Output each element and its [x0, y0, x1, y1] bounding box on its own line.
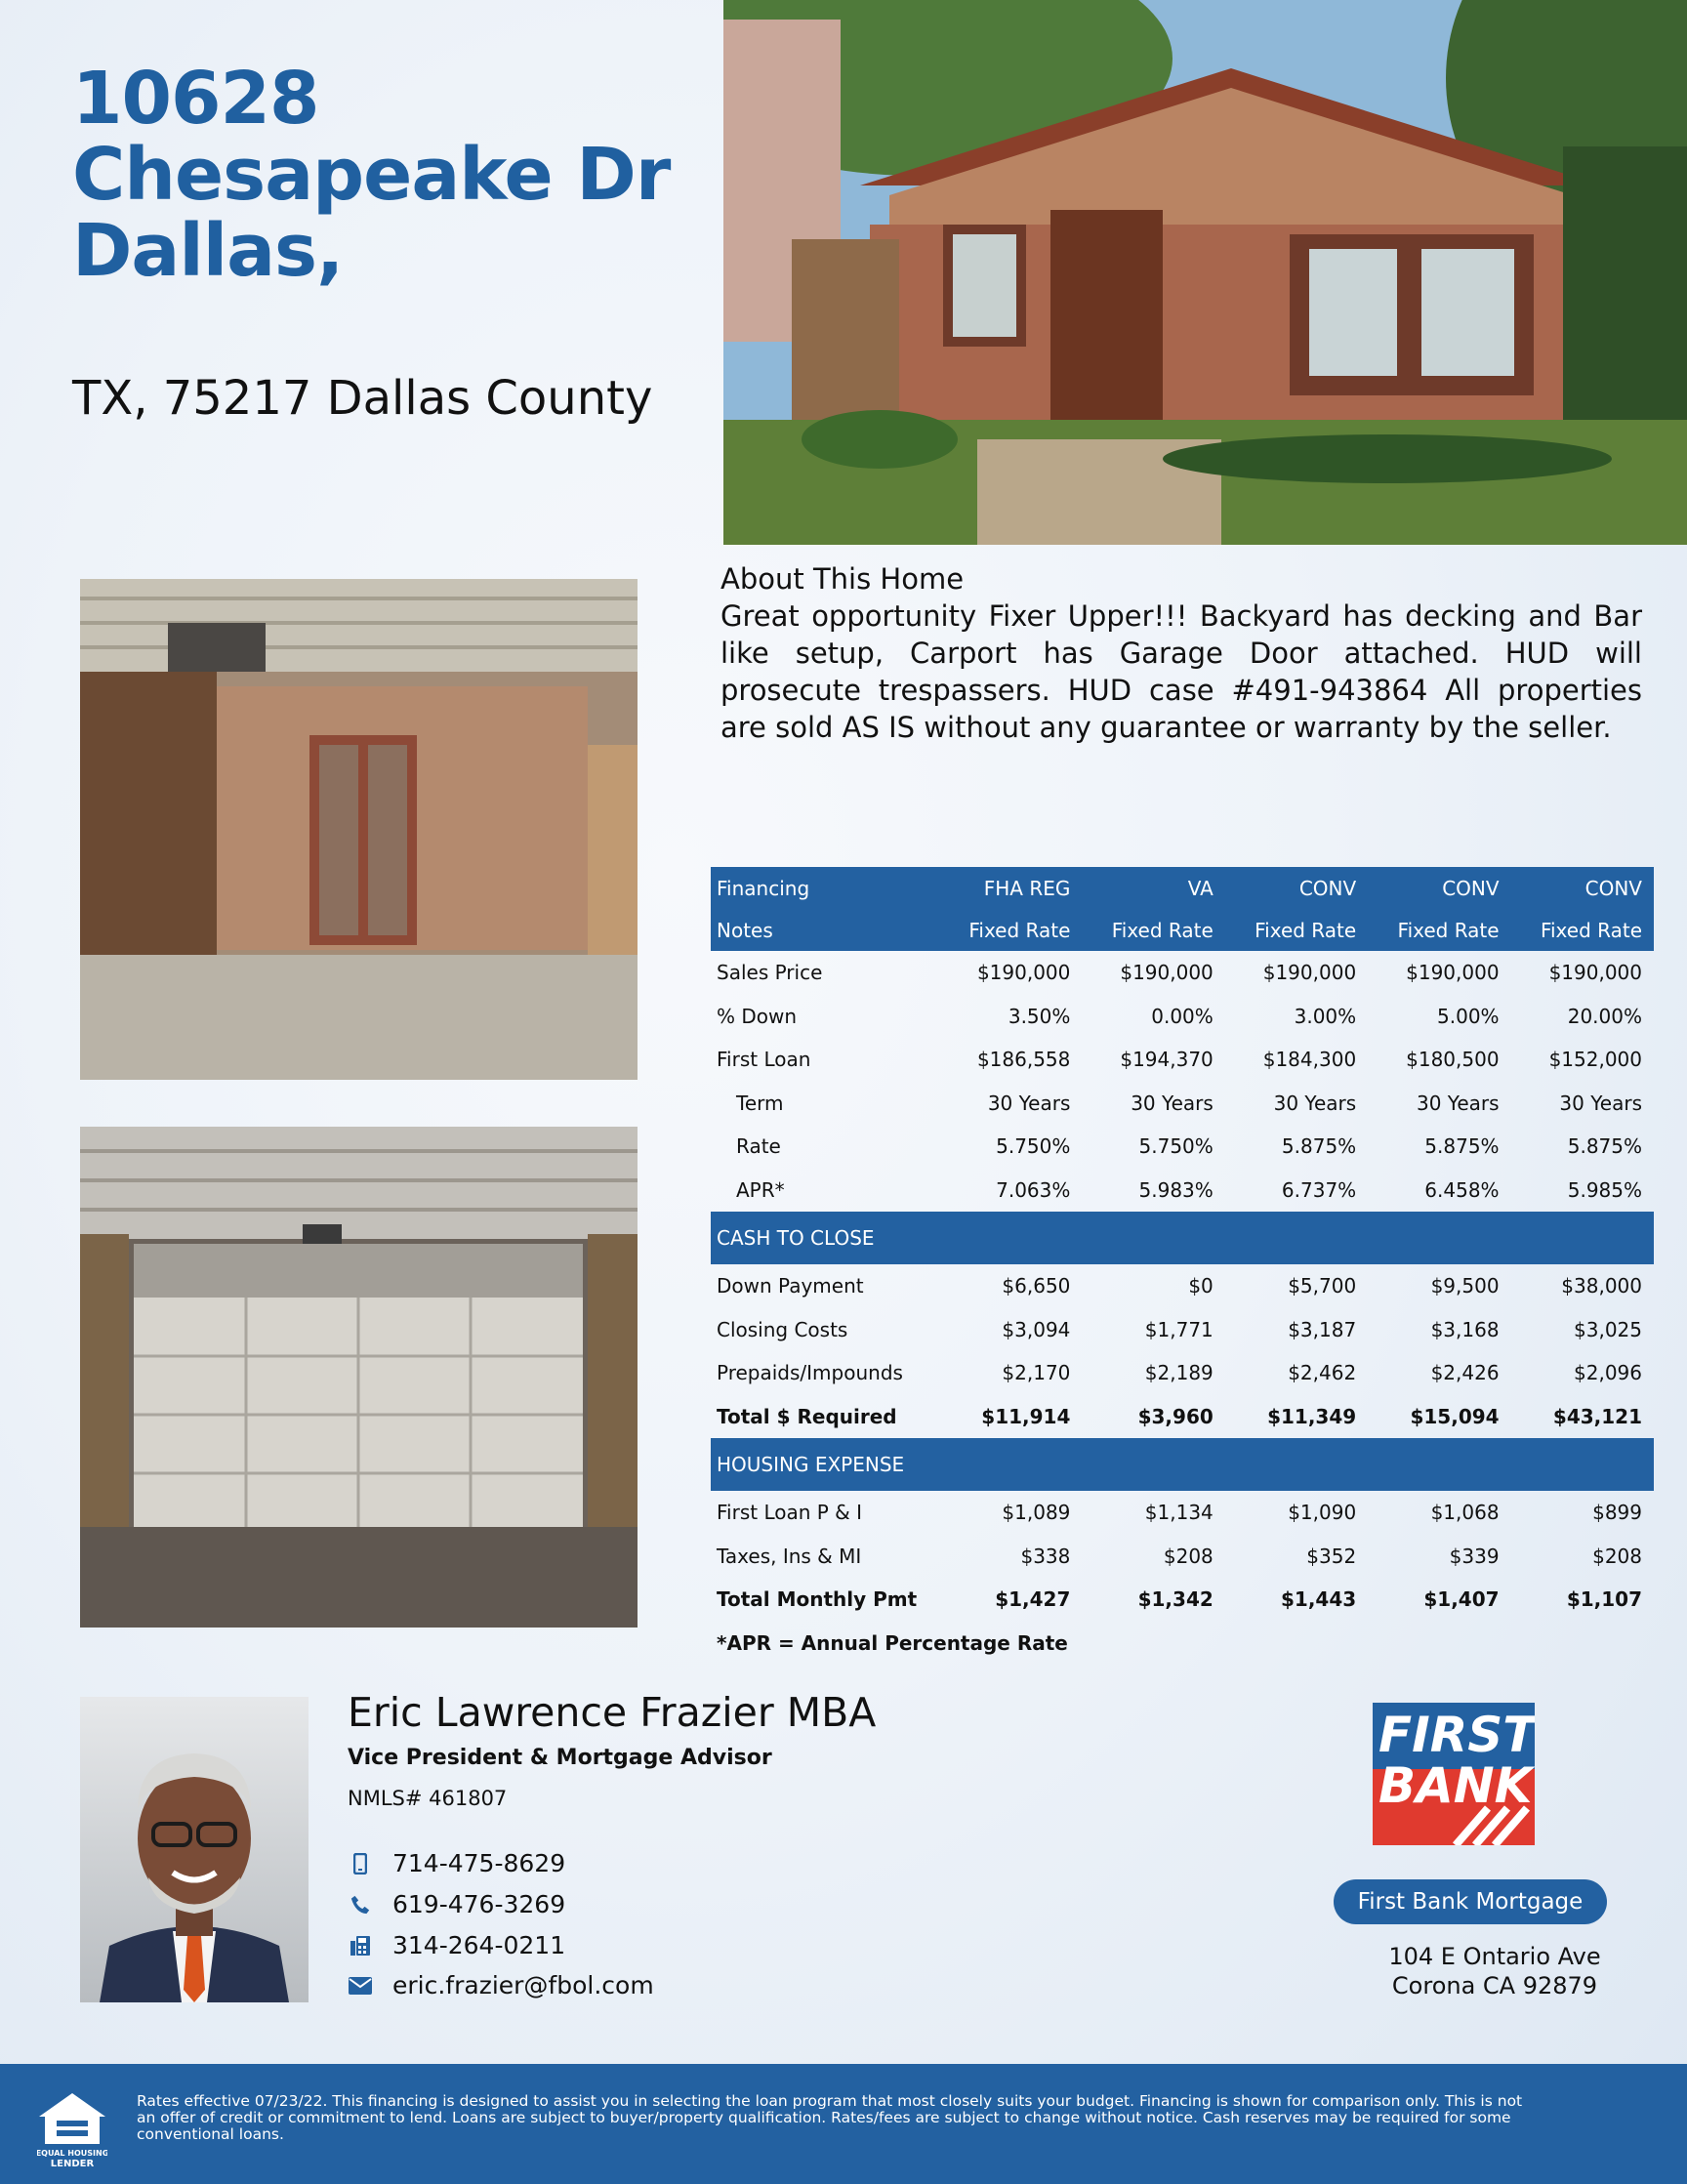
column-header: Fixed Rate [1511, 909, 1654, 951]
column-header: CONV [1225, 867, 1368, 909]
property-address-title: 10628 Chesapeake Dr Dallas, [72, 57, 671, 293]
table-cell: 5.750% [996, 1134, 1071, 1159]
row-label: Term [736, 1091, 784, 1115]
agent-name: Eric Lawrence Frazier MBA [348, 1689, 877, 1736]
column-header: Fixed Rate [1082, 909, 1224, 951]
table-row [711, 1038, 1654, 1082]
row-label: Taxes, Ins & MI [717, 1544, 862, 1568]
table-cell: $190,000 [1406, 961, 1500, 985]
table-cell: $15,094 [1410, 1404, 1500, 1428]
table-cell: $3,187 [1288, 1317, 1357, 1341]
table-cell: $3,168 [1430, 1317, 1500, 1341]
table-cell: 3.00% [1294, 1004, 1357, 1028]
table-cell: $152,000 [1548, 1048, 1642, 1072]
row-label: Rate [736, 1134, 781, 1159]
eho-label-2: LENDER [50, 2159, 95, 2167]
table-cell: $208 [1163, 1544, 1214, 1568]
bank-address-line-2: Corona CA 92879 [1391, 1972, 1598, 1999]
agent-mobile-number: 714-475-8629 [392, 1849, 566, 1877]
table-cell: 5.983% [1138, 1177, 1214, 1202]
agent-email[interactable] [348, 1971, 654, 1999]
table-cell: $1,771 [1144, 1317, 1214, 1341]
table-cell: $11,914 [981, 1404, 1071, 1428]
table-cell: $11,349 [1267, 1404, 1357, 1428]
agent-email-address: eric.frazier@fbol.com [392, 1971, 654, 1999]
table-cell: $180,500 [1406, 1048, 1500, 1072]
table-cell: 5.875% [1281, 1134, 1357, 1159]
table-cell: $1,089 [1002, 1501, 1071, 1525]
table-cell: 6.737% [1281, 1177, 1357, 1202]
table-row [711, 951, 1654, 995]
table-cell: $338 [1020, 1544, 1071, 1568]
bank-name-badge[interactable]: First Bank Mortgage [1334, 1879, 1607, 1924]
table-cell: $0 [1188, 1274, 1214, 1298]
row-label: Down Payment [717, 1274, 864, 1298]
table-cell: 7.063% [996, 1177, 1071, 1202]
carport-photo [80, 579, 638, 1080]
table-cell: $1,342 [1137, 1587, 1214, 1612]
property-city-subtitle: TX, 75217 Dallas County [72, 371, 653, 426]
logo-line-1: FIRST [1378, 1707, 1535, 1763]
column-header: Financing [711, 867, 939, 909]
table-cell: $2,426 [1430, 1361, 1500, 1385]
table-cell: $3,960 [1137, 1404, 1214, 1428]
table-cell: $190,000 [976, 961, 1071, 985]
house-front-photo [723, 0, 1687, 545]
agent-phone[interactable] [348, 1890, 565, 1918]
table-row [711, 1395, 1654, 1439]
row-label: % Down [717, 1004, 798, 1028]
table-cell: 30 Years [1273, 1091, 1357, 1115]
table-cell: $5,700 [1288, 1274, 1357, 1298]
table-cell: $1,443 [1280, 1587, 1357, 1612]
agent-phone-number: 619-476-3269 [392, 1890, 566, 1918]
agent-nmls: NMLS# 461807 [348, 1787, 508, 1810]
housing-expense-heading: HOUSING EXPENSE [711, 1438, 1654, 1491]
mobile-phone-icon [348, 1851, 373, 1876]
row-label: Total $ Required [717, 1404, 897, 1428]
equal-housing-lender-logo [37, 2091, 107, 2167]
table-cell: $186,558 [976, 1048, 1071, 1072]
about-description: Great opportunity Fixer Upper!!! Backyard has decking and Bar like setup, Carport has Garage Door attached. HUD will prosecute trespassers. HUD case #491-943864 All properties are sold AS IS without any guarantee or warranty by the seller. [720, 599, 1642, 744]
table-cell: 30 Years [987, 1091, 1071, 1115]
agent-fax[interactable] [348, 1931, 565, 1959]
agent-fax-number: 314-264-0211 [392, 1931, 566, 1959]
table-row [711, 1125, 1654, 1169]
table-row [711, 1351, 1654, 1395]
table-row [711, 1082, 1654, 1126]
table-header-row [711, 909, 1654, 951]
column-header: FHA REG [939, 867, 1082, 909]
column-header: Fixed Rate [1225, 909, 1368, 951]
table-row [711, 1578, 1654, 1622]
garage-door-photo [80, 1127, 638, 1628]
table-cell: $3,094 [1002, 1317, 1071, 1341]
agent-headshot [80, 1697, 309, 2002]
table-cell: 0.00% [1151, 1004, 1214, 1028]
financing-table [711, 867, 1654, 1655]
table-cell: $184,300 [1262, 1048, 1357, 1072]
table-cell: 30 Years [1416, 1091, 1500, 1115]
eho-label-1: EQUAL HOUSING [37, 2149, 107, 2158]
table-cell: 3.50% [1008, 1004, 1071, 1028]
column-header: Fixed Rate [939, 909, 1082, 951]
row-label: Total Monthly Pmt [717, 1587, 918, 1612]
table-row [711, 1491, 1654, 1535]
rates-disclaimer: Rates effective 07/23/22. This financing is designed to assist you in selecting the loan program that most closely suits your budget. Financing is shown for comparison only. This is not an offer of credit or commitment to lend. Loans are subject to buyer/property qualification. Rates/fees are subject to change without notice. Cash reserves may be required for some conventional loans. [137, 2092, 1523, 2143]
table-cell: $194,370 [1120, 1048, 1214, 1072]
table-cell: $2,096 [1574, 1361, 1642, 1385]
table-cell: $1,090 [1288, 1501, 1357, 1525]
table-cell: 5.985% [1567, 1177, 1642, 1202]
fax-icon [348, 1933, 373, 1958]
table-cell: $1,068 [1430, 1501, 1500, 1525]
table-row [711, 1169, 1654, 1213]
table-cell: $352 [1306, 1544, 1357, 1568]
table-cell: 5.875% [1567, 1134, 1642, 1159]
row-label: Sales Price [717, 961, 823, 985]
row-label: Closing Costs [717, 1317, 848, 1341]
table-cell: $43,121 [1552, 1404, 1642, 1428]
table-cell: $2,462 [1288, 1361, 1357, 1385]
table-cell: $1,427 [995, 1587, 1071, 1612]
table-row [711, 1264, 1654, 1308]
column-header: Fixed Rate [1368, 909, 1510, 951]
first-bank-logo [1373, 1703, 1535, 1845]
table-cell: $2,189 [1144, 1361, 1214, 1385]
row-label: APR* [736, 1177, 785, 1202]
table-cell: 5.750% [1138, 1134, 1214, 1159]
column-header: CONV [1368, 867, 1510, 909]
table-cell: $1,134 [1144, 1501, 1214, 1525]
row-label: Prepaids/Impounds [717, 1361, 903, 1385]
table-cell: $208 [1592, 1544, 1642, 1568]
table-cell: 20.00% [1567, 1004, 1642, 1028]
table-cell: 30 Years [1559, 1091, 1642, 1115]
apr-footnote: *APR = Annual Percentage Rate [717, 1630, 1068, 1655]
column-header: VA [1082, 867, 1224, 909]
table-cell: $38,000 [1561, 1274, 1642, 1298]
table-cell: $3,025 [1574, 1317, 1642, 1341]
table-cell: 5.875% [1424, 1134, 1500, 1159]
logo-line-2: BANK [1378, 1757, 1533, 1814]
table-cell: $190,000 [1262, 961, 1357, 985]
row-label: First Loan P & I [717, 1501, 863, 1525]
about-heading: About This Home [720, 562, 965, 596]
table-row [711, 1308, 1654, 1352]
table-header-row [711, 867, 1654, 909]
table-cell: $190,000 [1120, 961, 1214, 985]
footer-bar [0, 2064, 1687, 2184]
table-cell: $2,170 [1002, 1361, 1071, 1385]
column-header: Notes [711, 909, 939, 951]
table-cell: $9,500 [1430, 1274, 1500, 1298]
table-cell: $1,407 [1423, 1587, 1500, 1612]
table-cell: $899 [1592, 1501, 1642, 1525]
table-row [711, 995, 1654, 1039]
table-cell: 6.458% [1424, 1177, 1500, 1202]
table-row [711, 1535, 1654, 1579]
about-section [720, 560, 1642, 746]
phone-icon [348, 1892, 373, 1917]
table-cell: $339 [1449, 1544, 1500, 1568]
table-cell: $1,107 [1566, 1587, 1642, 1612]
table-cell: $190,000 [1548, 961, 1642, 985]
envelope-icon [348, 1973, 373, 1999]
cash-to-close-heading: CASH TO CLOSE [711, 1212, 1654, 1264]
agent-mobile[interactable] [348, 1849, 565, 1877]
agent-title: Vice President & Mortgage Advisor [348, 1746, 772, 1770]
table-cell: 5.00% [1437, 1004, 1500, 1028]
column-header: CONV [1511, 867, 1654, 909]
bank-address-line-1: 104 E Ontario Ave [1388, 1943, 1601, 1970]
table-cell: $6,650 [1002, 1274, 1071, 1298]
row-label: First Loan [717, 1048, 811, 1072]
table-cell: 30 Years [1131, 1091, 1214, 1115]
